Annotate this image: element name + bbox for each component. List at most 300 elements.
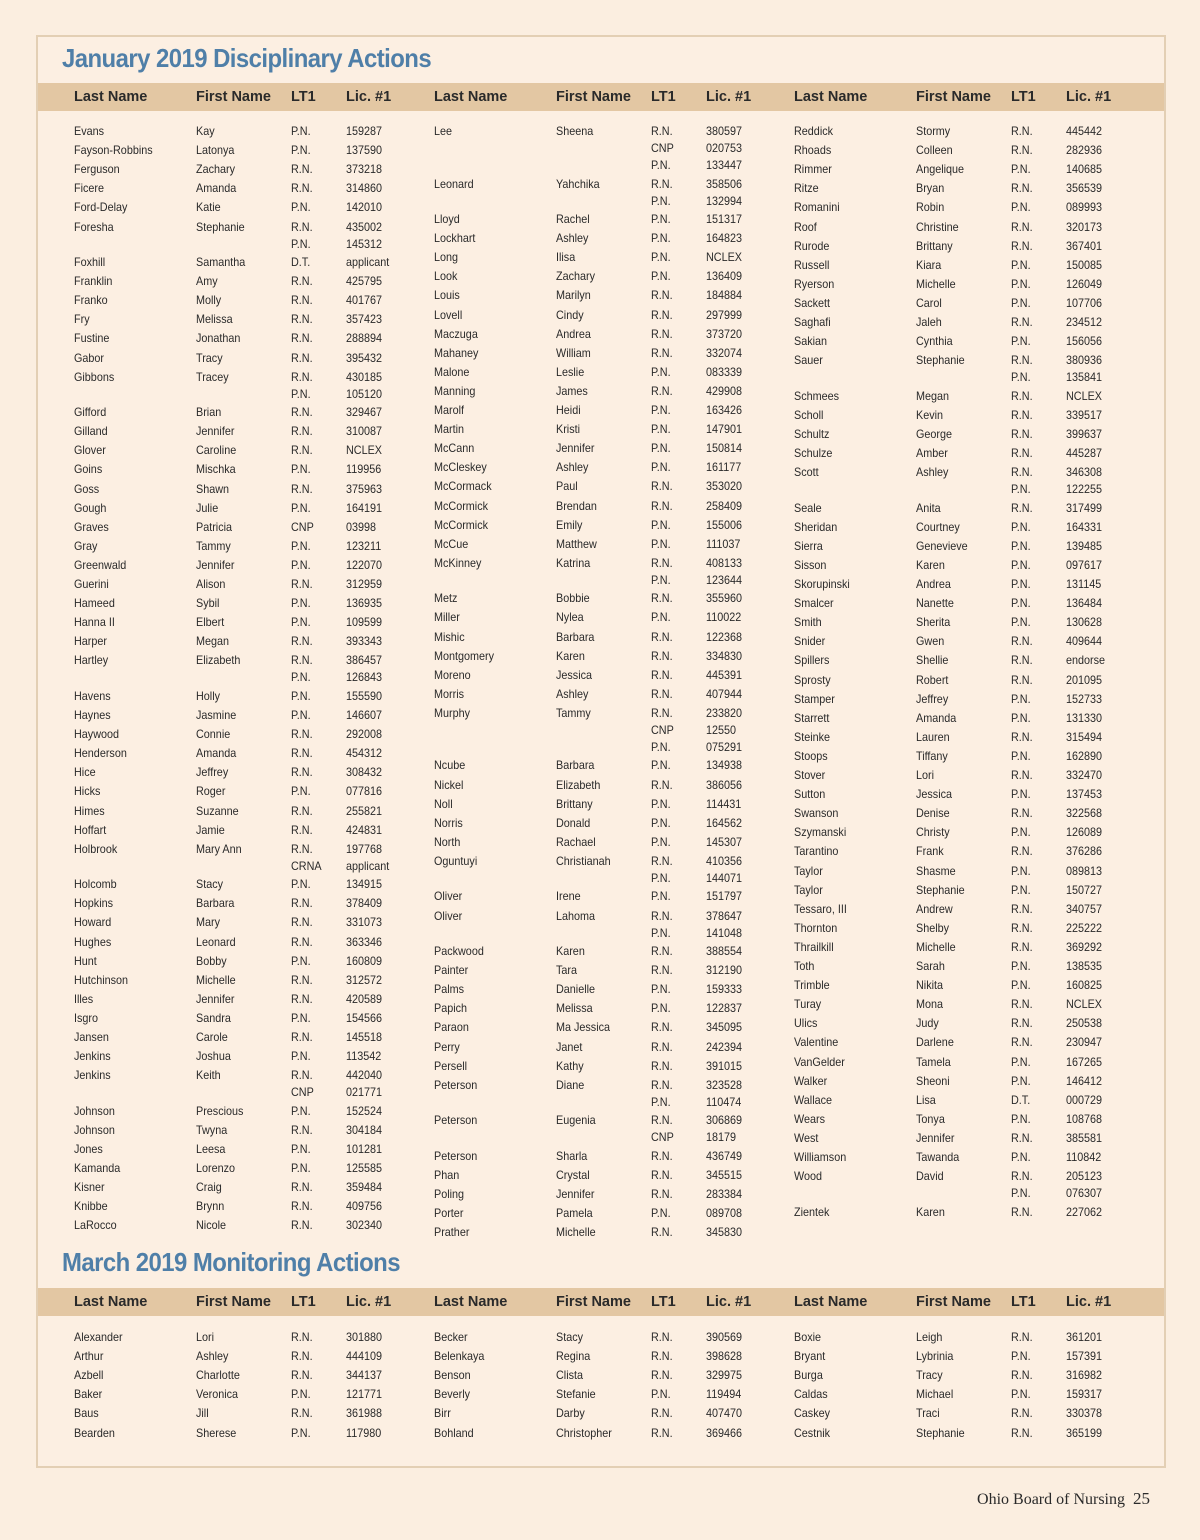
first-name: Andrea xyxy=(556,326,591,341)
table-row xyxy=(434,686,784,703)
first-name: Elizabeth xyxy=(556,777,601,792)
table-row xyxy=(74,595,424,612)
license-type: P.N. xyxy=(651,1206,671,1220)
first-name: Mary xyxy=(196,915,221,930)
license-type: R.N. xyxy=(651,1039,673,1054)
last-name: Bryant xyxy=(794,1349,826,1364)
table-row xyxy=(434,981,784,998)
license-number: 233820 xyxy=(706,705,743,720)
license-type: P.N. xyxy=(651,572,671,587)
last-name: Thrailkill xyxy=(794,939,834,954)
first-name: George xyxy=(916,426,953,441)
license-number: 361988 xyxy=(346,1406,383,1421)
license-type: R.N. xyxy=(1011,806,1033,821)
table-row xyxy=(434,1058,784,1075)
first-name: Jennifer xyxy=(196,991,235,1006)
table-row xyxy=(794,996,1144,1013)
first-name: Sybil xyxy=(196,596,220,611)
last-name: Sheridan xyxy=(794,519,838,534)
license-type: R.N. xyxy=(651,1167,673,1182)
first-name: Shelby xyxy=(916,920,950,935)
first-name: Matthew xyxy=(556,536,597,551)
license-type: P.N. xyxy=(651,193,671,208)
license-number: 388554 xyxy=(706,944,743,958)
license-number: applicant xyxy=(346,858,390,873)
first-name: Ashley xyxy=(196,1349,229,1364)
license-number: 340757 xyxy=(1066,901,1103,916)
license-type: P.N. xyxy=(291,670,311,685)
license-type: P.N. xyxy=(1011,162,1031,177)
license-number: 075291 xyxy=(706,739,743,754)
table-row xyxy=(794,1092,1144,1109)
license-number: 12550 xyxy=(706,722,737,737)
table-row xyxy=(74,461,424,478)
last-name: Lockhart xyxy=(434,231,476,246)
first-name: Tracy xyxy=(196,350,223,365)
license-type: R.N. xyxy=(1011,1406,1033,1421)
last-name: Sisson xyxy=(794,557,827,572)
license-number: 117980 xyxy=(346,1425,382,1440)
license-type: R.N. xyxy=(291,765,313,780)
license-number: 380597 xyxy=(706,124,743,138)
table-row xyxy=(74,330,424,347)
license-number: 110022 xyxy=(706,610,742,625)
table-row xyxy=(74,633,424,650)
first-name: Bobbie xyxy=(556,591,590,606)
first-name: Katrina xyxy=(556,555,591,570)
last-name: Illes xyxy=(74,991,94,1006)
table-row xyxy=(74,1386,424,1403)
license-type: P.N. xyxy=(651,1387,671,1402)
first-name: Amber xyxy=(916,446,948,460)
first-name: Carole xyxy=(196,1030,228,1044)
last-name: Lloyd xyxy=(434,212,460,226)
license-number: 108768 xyxy=(1066,1111,1103,1126)
last-name: Hoffart xyxy=(74,822,107,837)
license-type: R.N. xyxy=(291,972,313,987)
license-number: 114431 xyxy=(706,796,742,811)
last-name: Glover xyxy=(74,443,106,458)
first-name: Sheena xyxy=(556,124,594,138)
column-header-first: First Name xyxy=(916,89,991,105)
license-number: 323528 xyxy=(706,1077,743,1092)
license-type: R.N. xyxy=(651,555,673,570)
first-name: Sandra xyxy=(196,1010,231,1025)
table-row xyxy=(74,423,424,440)
license-type: R.N. xyxy=(291,1030,313,1044)
license-number: 329467 xyxy=(346,405,383,420)
last-name: Hopkins xyxy=(74,896,114,911)
last-name: Rhoads xyxy=(794,143,832,158)
march-title: March 2019 Monitoring Actions xyxy=(62,1247,400,1277)
license-type: R.N. xyxy=(651,944,673,958)
license-number: endorse xyxy=(1066,653,1106,668)
last-name: VanGelder xyxy=(794,1054,845,1069)
first-name: Megan xyxy=(916,388,950,403)
table-row xyxy=(434,943,784,960)
first-name: Nikita xyxy=(916,978,944,993)
last-name: Norris xyxy=(434,815,463,830)
table-row xyxy=(434,1039,784,1056)
last-name: Sackett xyxy=(794,295,831,310)
table-row xyxy=(434,364,784,381)
license-number: 164191 xyxy=(346,500,383,515)
last-name: Persell xyxy=(434,1058,468,1073)
license-type: R.N. xyxy=(291,293,313,308)
first-name: Christine xyxy=(916,219,959,234)
license-type: P.N. xyxy=(1011,200,1031,215)
first-name: Judy xyxy=(916,1016,939,1031)
table-row xyxy=(434,1367,784,1384)
first-name: Stefanie xyxy=(556,1387,596,1402)
last-name: Palms xyxy=(434,982,465,997)
first-name: Brittany xyxy=(916,238,953,253)
column-header-lic: Lic. #1 xyxy=(346,89,392,105)
first-name: David xyxy=(916,1169,944,1184)
table-row xyxy=(434,1425,784,1442)
license-type: R.N. xyxy=(291,841,313,856)
first-name: Jessica xyxy=(556,667,593,682)
license-type: CNP xyxy=(651,141,674,155)
first-name: Yahchika xyxy=(556,176,600,191)
license-type: R.N. xyxy=(291,1122,313,1137)
last-name: Bohland xyxy=(434,1425,474,1440)
table-row xyxy=(74,404,424,421)
license-type: P.N. xyxy=(291,688,311,703)
column-header-last: Last Name xyxy=(434,1294,508,1310)
last-name: Benson xyxy=(434,1368,471,1383)
license-number: 077816 xyxy=(346,784,383,799)
license-number: 157391 xyxy=(1066,1349,1103,1364)
license-type: P.N. xyxy=(291,386,311,401)
license-number: 152524 xyxy=(346,1103,383,1118)
table-row xyxy=(74,161,424,178)
table-row xyxy=(794,595,1144,612)
first-name: Jennifer xyxy=(556,1186,595,1201)
license-number: 156056 xyxy=(1066,334,1103,349)
last-name: Tarantino xyxy=(794,844,839,859)
license-number: 101281 xyxy=(346,1141,383,1156)
first-name: Stacy xyxy=(556,1330,584,1344)
license-type: R.N. xyxy=(291,727,313,742)
license-type: R.N. xyxy=(1011,920,1033,935)
license-number: 436749 xyxy=(706,1148,743,1163)
last-name: Hameed xyxy=(74,596,115,611)
license-number: 386056 xyxy=(706,777,743,792)
first-name: Shellie xyxy=(916,653,949,668)
first-name: Carol xyxy=(916,295,942,310)
table-row xyxy=(434,345,784,362)
column-header-lic: Lic. #1 xyxy=(346,1294,392,1310)
column-header-lt: LT1 xyxy=(1011,1294,1036,1310)
last-name: Harper xyxy=(74,634,108,649)
license-type: P.N. xyxy=(291,1049,311,1064)
last-name: McCann xyxy=(434,441,475,456)
column-header-last: Last Name xyxy=(74,1294,148,1310)
table-row xyxy=(74,876,424,893)
table-row xyxy=(434,590,784,607)
last-name: Haynes xyxy=(74,708,111,722)
license-type: R.N. xyxy=(1011,1368,1033,1383)
table-row xyxy=(434,888,784,905)
license-type: P.N. xyxy=(651,796,671,811)
table-row xyxy=(74,180,424,197)
license-type: P.N. xyxy=(291,1425,311,1440)
license-number: 140685 xyxy=(1066,162,1103,177)
table-row xyxy=(434,498,784,515)
first-name: Jonathan xyxy=(196,331,241,346)
last-name: Painter xyxy=(434,963,469,978)
table-row xyxy=(434,287,784,304)
table-row xyxy=(794,977,1144,994)
table-row xyxy=(74,442,424,459)
license-number: 408133 xyxy=(706,555,743,570)
license-number: 205123 xyxy=(1066,1169,1103,1184)
license-type: R.N. xyxy=(291,481,313,496)
table-row xyxy=(794,519,1144,536)
column-header-first: First Name xyxy=(916,1294,991,1310)
license-type: P.N. xyxy=(291,538,311,553)
table-row xyxy=(74,822,424,839)
license-number: 365199 xyxy=(1066,1425,1103,1440)
license-type: P.N. xyxy=(651,1094,671,1109)
table-row xyxy=(794,1054,1144,1071)
license-type: P.N. xyxy=(291,1141,311,1156)
first-name: Michelle xyxy=(916,276,956,291)
license-type: P.N. xyxy=(1011,710,1031,725)
license-type: R.N. xyxy=(651,383,673,398)
last-name: Noll xyxy=(434,796,453,811)
first-name: Christopher xyxy=(556,1425,612,1440)
first-name: Tamela xyxy=(916,1054,951,1069)
last-name: Peterson xyxy=(434,1113,478,1128)
last-name: Henderson xyxy=(74,746,127,761)
license-number: 339517 xyxy=(1066,407,1103,422)
last-name: Greenwald xyxy=(74,557,127,572)
table-row xyxy=(434,648,784,665)
last-name: Sakian xyxy=(794,334,828,349)
first-name: Stephanie xyxy=(916,882,965,897)
license-type: R.N. xyxy=(651,1113,673,1128)
first-name: Lahoma xyxy=(556,908,596,923)
license-type: P.N. xyxy=(1011,1349,1031,1364)
table-row xyxy=(794,1204,1144,1221)
table-row xyxy=(434,1000,784,1017)
column-header-last: Last Name xyxy=(794,1294,868,1310)
last-name: Perry xyxy=(434,1039,460,1054)
license-type: CRNA xyxy=(291,858,322,873)
license-number: 137590 xyxy=(346,143,383,158)
license-type: R.N. xyxy=(1011,901,1033,916)
license-number: 391015 xyxy=(706,1058,743,1073)
first-name: Jessica xyxy=(916,787,953,802)
table-row xyxy=(794,729,1144,746)
license-number: 122368 xyxy=(706,629,743,644)
first-name: Angelique xyxy=(916,162,965,177)
table-row xyxy=(434,853,784,887)
license-number: 358506 xyxy=(706,176,743,191)
license-number: 164331 xyxy=(1066,519,1103,534)
first-name: Stephanie xyxy=(196,219,245,234)
license-number: 445287 xyxy=(1066,446,1103,460)
table-row xyxy=(794,939,1144,956)
last-name: Peterson xyxy=(434,1077,478,1092)
table-entries xyxy=(38,37,1164,1466)
first-name: Pamela xyxy=(556,1206,593,1220)
license-type: R.N. xyxy=(291,1368,313,1383)
license-type: R.N. xyxy=(651,1406,673,1421)
license-number: 332470 xyxy=(1066,768,1103,782)
table-row xyxy=(74,652,424,686)
license-type: P.N. xyxy=(291,124,311,138)
license-type: P.N. xyxy=(651,460,671,475)
license-number: 131145 xyxy=(1066,577,1102,591)
table-row xyxy=(74,519,424,536)
table-row xyxy=(74,123,424,140)
license-type: P.N. xyxy=(1011,615,1031,630)
first-name: Stacy xyxy=(196,877,224,892)
last-name: Kamanda xyxy=(74,1161,121,1175)
license-number: 18179 xyxy=(706,1130,737,1145)
license-number: 312959 xyxy=(346,577,383,591)
license-number: 345095 xyxy=(706,1020,743,1035)
license-type: P.N. xyxy=(1011,1387,1031,1402)
column-header-lt: LT1 xyxy=(651,89,676,105)
license-type: R.N. xyxy=(1011,238,1033,253)
table-row xyxy=(794,257,1144,274)
first-name: Katie xyxy=(196,200,221,215)
last-name: Montgomery xyxy=(434,648,495,663)
table-row xyxy=(794,1405,1144,1422)
column-header-first: First Name xyxy=(556,1294,631,1310)
first-name: Sherita xyxy=(916,615,951,630)
column-header-lt: LT1 xyxy=(291,1294,316,1310)
license-number: 083339 xyxy=(706,364,743,379)
table-row xyxy=(794,407,1144,424)
license-type: R.N. xyxy=(291,746,313,761)
license-number: 109599 xyxy=(346,615,383,630)
last-name: Scott xyxy=(794,465,819,480)
last-name: Foxhill xyxy=(74,255,106,269)
table-row xyxy=(794,1015,1144,1032)
last-name: Ford-Delay xyxy=(74,200,128,215)
license-number: 145307 xyxy=(706,834,743,849)
license-type: P.N. xyxy=(1011,276,1031,291)
license-number: 150085 xyxy=(1066,257,1103,272)
table-row xyxy=(434,440,784,457)
license-number: 312572 xyxy=(346,972,383,987)
first-name: Twyna xyxy=(196,1122,228,1137)
first-name: Joshua xyxy=(196,1049,231,1064)
table-row xyxy=(434,402,784,419)
license-number: 167265 xyxy=(1066,1054,1103,1069)
license-number: 136484 xyxy=(1066,596,1103,611)
last-name: West xyxy=(794,1130,819,1145)
license-type: R.N. xyxy=(1011,407,1033,422)
first-name: Jennifer xyxy=(196,424,235,439)
table-row xyxy=(794,710,1144,727)
license-type: R.N. xyxy=(291,1218,313,1233)
license-number: 135841 xyxy=(1066,370,1103,385)
license-number: 390569 xyxy=(706,1330,743,1344)
last-name: Szymanski xyxy=(794,825,847,840)
license-type: R.N. xyxy=(291,577,313,591)
last-name: Lee xyxy=(434,124,453,138)
last-name: Morris xyxy=(434,686,464,701)
last-name: Jansen xyxy=(74,1030,109,1044)
table-row xyxy=(74,311,424,328)
first-name: Colleen xyxy=(916,143,953,158)
table-row xyxy=(794,161,1144,178)
table-row xyxy=(74,745,424,762)
license-type: P.N. xyxy=(291,708,311,722)
license-type: P.N. xyxy=(651,441,671,456)
license-number: 409644 xyxy=(1066,634,1103,649)
first-name: Leslie xyxy=(556,364,585,379)
license-type: R.N. xyxy=(651,1225,673,1240)
last-name: Gibbons xyxy=(74,369,115,384)
license-type: R.N. xyxy=(291,822,313,837)
first-name: Sherese xyxy=(196,1425,237,1440)
license-number: 144071 xyxy=(706,870,743,885)
first-name: Tara xyxy=(556,963,578,978)
column-header-lt: LT1 xyxy=(291,89,316,105)
first-name: Amanda xyxy=(196,746,237,761)
license-number: 150814 xyxy=(706,441,743,456)
last-name: Schulze xyxy=(794,446,833,460)
last-name: Manning xyxy=(434,383,476,398)
license-number: 292008 xyxy=(346,727,383,742)
table-row xyxy=(794,1329,1144,1346)
license-number: 138535 xyxy=(1066,959,1103,973)
first-name: Brian xyxy=(196,405,222,420)
license-type: R.N. xyxy=(651,307,673,322)
first-name: Jennifer xyxy=(556,441,595,456)
table-row xyxy=(434,1405,784,1422)
first-name: Suzanne xyxy=(196,803,239,818)
last-name: Knibbe xyxy=(74,1199,108,1214)
last-name: Johnson xyxy=(74,1122,115,1137)
table-row xyxy=(74,953,424,970)
table-row xyxy=(434,1205,784,1222)
table-row xyxy=(794,199,1144,216)
license-number: 409756 xyxy=(346,1199,383,1214)
license-type: R.N. xyxy=(1011,500,1033,515)
license-number: 132994 xyxy=(706,193,743,208)
table-row xyxy=(794,901,1144,918)
page-footer xyxy=(977,1489,1150,1509)
license-number: 155006 xyxy=(706,517,743,532)
last-name: Arthur xyxy=(74,1349,104,1364)
table-row xyxy=(434,459,784,476)
table-row xyxy=(74,914,424,931)
last-name: Mahaney xyxy=(434,345,479,360)
first-name: Jennifer xyxy=(916,1130,955,1145)
table-row xyxy=(794,1348,1144,1365)
last-name: Baus xyxy=(74,1406,99,1421)
license-number: 197768 xyxy=(346,841,383,856)
first-name: Michael xyxy=(916,1387,954,1402)
first-name: Megan xyxy=(196,634,230,649)
license-type: R.N. xyxy=(291,424,313,439)
license-type: P.N. xyxy=(291,596,311,611)
first-name: Jeffrey xyxy=(196,765,229,780)
first-name: Crystal xyxy=(556,1167,590,1182)
table-row xyxy=(74,803,424,820)
last-name: McCue xyxy=(434,536,469,551)
first-name: Cynthia xyxy=(916,334,953,349)
last-name: Ulics xyxy=(794,1016,818,1031)
